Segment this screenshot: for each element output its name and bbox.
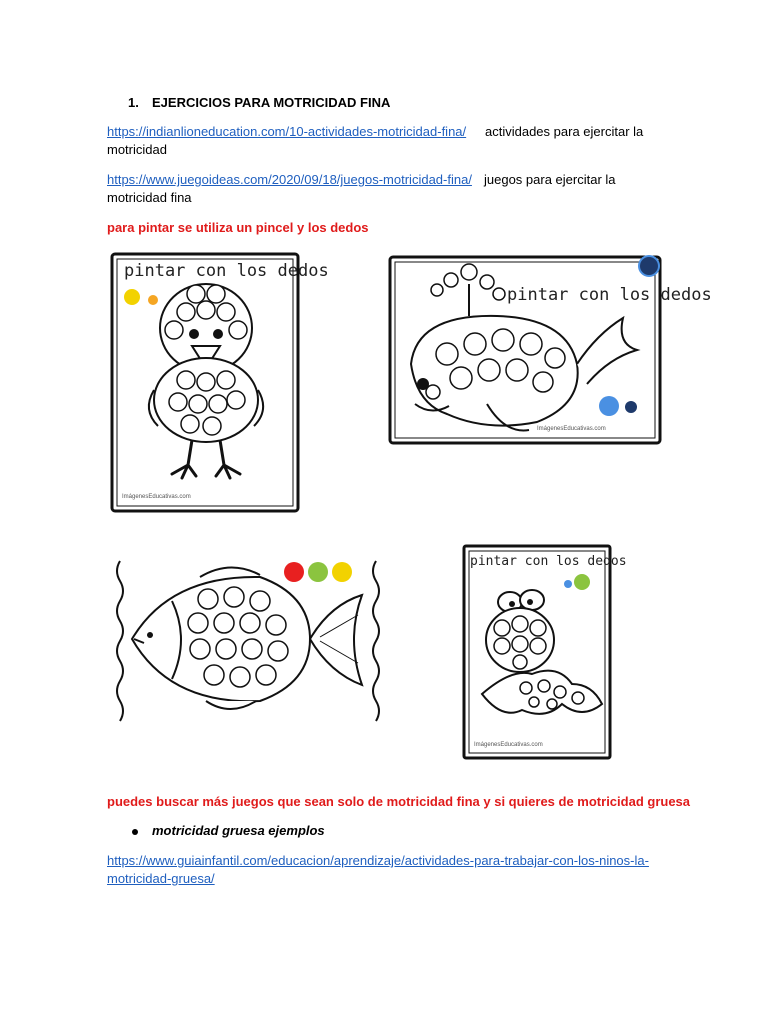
section-heading: EJERCICIOS PARA MOTRICIDAD FINA (152, 95, 391, 110)
green-dot (308, 562, 328, 582)
link-juegoideas[interactable]: https://www.juegoideas.com/2020/09/18/juegos-motricidad-fina/ (107, 172, 472, 187)
worksheet-whale-image (387, 254, 712, 446)
search-note: puedes buscar más juegos que sean solo de motricidad fina y si quieres de motricidad gruesa (107, 794, 691, 809)
blue-dot-worm (564, 580, 572, 588)
blue-dot-large (599, 396, 619, 416)
link-guiainfantil-cont[interactable]: motricidad-gruesa/ (107, 871, 215, 886)
yellow-dot-fish (332, 562, 352, 582)
paint-note: para pintar se utiliza un pincel y los dedos (107, 220, 369, 235)
red-dot (284, 562, 304, 582)
logo-badge (639, 256, 659, 276)
orange-dot (148, 295, 158, 305)
green-dot-worm (574, 574, 590, 590)
bird-watermark: ImágenesEducativas.com (122, 494, 191, 500)
worksheet-bird-image (108, 250, 329, 515)
worksheet-fish-image (110, 555, 386, 723)
dark-dot-small (625, 401, 637, 413)
bullet-text: motricidad gruesa ejemplos (152, 823, 325, 838)
bullet-dot-icon (132, 829, 138, 835)
worm-watermark: ImágenesEducativas.com (474, 742, 543, 748)
whale-watermark: ImágenesEducativas.com (537, 426, 606, 432)
link1-description: actividades para ejercitar la (485, 124, 644, 139)
yellow-dot (124, 289, 140, 305)
bird-title: pintar con los dedos (124, 261, 329, 281)
link1-description-cont: motricidad (107, 142, 167, 157)
link-indianlion[interactable]: https://indianlioneducation.com/10-actividades-motricidad-fina/ (107, 124, 467, 139)
worm-title: pintar con los dedos (470, 554, 627, 569)
link2-description: juegos para ejercitar la (484, 172, 616, 187)
link2-description-cont: motricidad fina (107, 190, 192, 205)
link-guiainfantil[interactable]: https://www.guiainfantil.com/educacion/aprendizaje/actividades-para-trabajar-con-los-ninos-la- (107, 853, 649, 868)
worksheet-worm-image (462, 544, 627, 760)
section-number: 1. (128, 95, 139, 110)
whale-title: pintar con los dedos (507, 285, 712, 305)
